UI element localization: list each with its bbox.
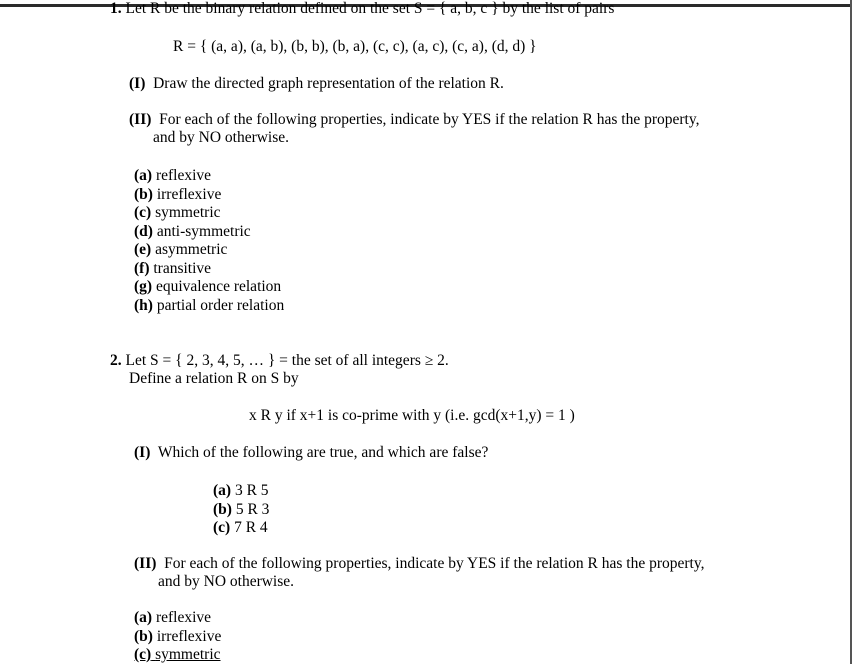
- q1-part2: [129, 111, 699, 129]
- q2-part2-label: (II): [134, 555, 157, 572]
- list-item: [134, 241, 284, 260]
- q1-intro-line: [110, 0, 614, 18]
- list-item: [134, 260, 284, 279]
- item-text: irreflexive: [156, 185, 222, 203]
- q1-property-list: [134, 167, 284, 315]
- list-item: [134, 167, 284, 186]
- item-label: (b): [213, 500, 232, 518]
- item-label: (d): [134, 222, 153, 240]
- q1-part1-text: Draw the directed graph representation of the relation R.: [153, 75, 504, 92]
- q2-property-list: [134, 609, 221, 664]
- item-label: (c): [134, 204, 152, 221]
- q2-intro-line: [110, 352, 449, 370]
- item-text: transitive: [153, 259, 212, 277]
- item-label: (a): [213, 482, 232, 499]
- item-text: reflexive: [155, 167, 212, 184]
- list-item: [134, 628, 221, 647]
- list-item: [134, 223, 284, 242]
- q1-part1: [129, 75, 504, 93]
- item-label: (a): [134, 609, 153, 626]
- item-label: (b): [134, 627, 153, 645]
- item-label: (c): [213, 519, 231, 536]
- item-text: symmetric: [155, 204, 221, 221]
- q2-define: Define a relation R on S by: [129, 370, 299, 387]
- item-text: 3 R 5: [234, 482, 269, 499]
- item-label: (h): [134, 296, 153, 314]
- q2-part2-text-cont: and by NO otherwise.: [158, 573, 295, 590]
- item-label: (b): [134, 185, 153, 203]
- q1-part2-text-cont: and by NO otherwise.: [153, 129, 290, 146]
- q1-relation: R = { (a, a), (a, b), (b, b), (b, a), (c, c), (a, c), (c, a), (d, d) }: [173, 38, 537, 55]
- item-text: irreflexive: [156, 627, 222, 645]
- q2-part1-text: Which of the following are true, and which are false?: [157, 444, 489, 461]
- q1-number: 1.: [110, 0, 122, 17]
- q1-intro: Let R be the binary relation defined on the set S = { a, b, c } by the list of pairs: [125, 0, 615, 17]
- list-item: [134, 278, 284, 297]
- list-item: [134, 646, 221, 664]
- item-label: (f): [134, 259, 150, 277]
- q1-part2-text: For each of the following properties, indicate by YES if the relation R has the property,: [159, 111, 700, 128]
- item-text: anti-symmetric: [156, 222, 251, 240]
- item-label: (g): [134, 278, 153, 295]
- list-item: [213, 519, 269, 538]
- list-item: [134, 186, 284, 205]
- item-label: (a): [134, 167, 153, 184]
- q2-intro: Let S = { 2, 3, 4, 5, … } = the set of all integers ≥ 2.: [125, 352, 449, 369]
- item-label: (c): [134, 646, 152, 663]
- list-item: [213, 482, 269, 501]
- q1-part1-label: (I): [129, 75, 146, 92]
- item-text: 7 R 4: [234, 519, 268, 536]
- item-text: reflexive: [155, 609, 212, 626]
- item-text: partial order relation: [156, 296, 285, 314]
- item-label: (e): [134, 241, 152, 258]
- q2-statement-list: [213, 482, 269, 538]
- list-item: [134, 609, 221, 628]
- q2-part1: [134, 444, 488, 462]
- q2-part1-label: (I): [134, 444, 151, 461]
- list-item: [134, 204, 284, 223]
- item-text: equivalence relation: [155, 278, 282, 295]
- q2-number: 2.: [110, 352, 122, 369]
- q2-part2-text: For each of the following properties, indicate by YES if the relation R has the property,: [164, 555, 705, 572]
- item-text: 5 R 3: [235, 500, 270, 518]
- q2-rule: x R y if x+1 is co-prime with y (i.e. gcd(x+1,y) = 1 ): [249, 407, 575, 424]
- item-text: asymmetric: [155, 241, 228, 258]
- list-item: [134, 297, 284, 316]
- q2-part2: [134, 555, 704, 573]
- q1-part2-label: (II): [129, 111, 152, 128]
- item-text: symmetric: [155, 646, 221, 663]
- list-item: [213, 501, 269, 520]
